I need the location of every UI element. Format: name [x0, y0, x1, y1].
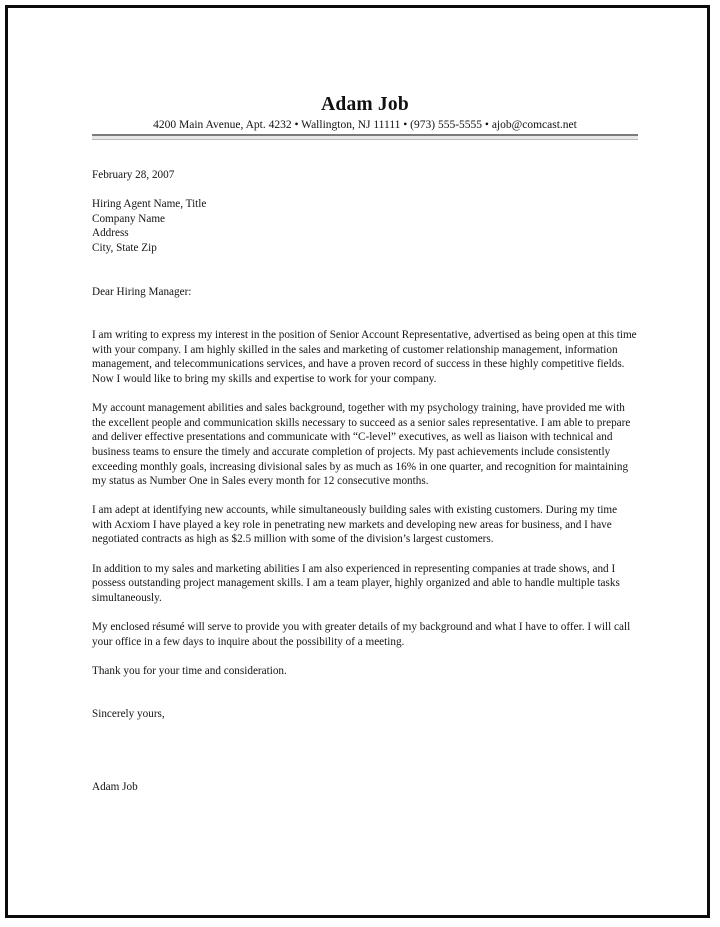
recipient-line: Address [92, 227, 129, 240]
recipient-address-block [92, 197, 638, 255]
letterhead-divider-rule [92, 134, 638, 140]
recipient-line: Company Name [92, 212, 166, 225]
letterhead-name: Adam Job [321, 94, 409, 115]
recipient-line: City, State Zip [92, 241, 157, 254]
letter-paragraph: Thank you for your time and consideration. [92, 664, 287, 677]
salutation: Dear Hiring Manager: [92, 285, 192, 298]
closing-line: Sincerely yours, [92, 708, 165, 721]
letter-paragraph: I am adept at identifying new accounts, while simultaneously building sales with existing customers. During my time with Acxiom I have played a key role in penetrating new markets and developing new areas for business, and I have negotiated contracts as high as $2.5 million with some of the division’s largest customers. [92, 504, 618, 546]
signature-name: Adam Job [92, 781, 138, 793]
letter-paragraph: I am writing to express my interest in the position of Senior Account Representative, advertised as being open at this time with your company. I am highly skilled in the sales and marketing of customer relationship management, information management, and telecommunications services, and have a proven record of success in these highly competitive fields. Now I would like to bring my skills and expertise to work for your company. [92, 329, 637, 385]
letterhead [92, 8, 638, 140]
page-border-frame [5, 5, 710, 918]
letter-paragraph: My account management abilities and sales background, together with my psychology training, have provided me with the excellent people and communication skills necessary to succeed as a senior sales representative. I am able to prepare and deliver effective presentations and communicate with “C-level” executives, as well as liaison with technical and business teams to ensure the timely and accurate completion of projects. My past achievements include consistently exceeding monthly goals, increasing divisional sales by as much as 16% in one quarter, and recognition for maintaining my status as Number One in Sales every month for 12 consecutive months. [92, 402, 631, 488]
letter-paragraph: In addition to my sales and marketing abilities I am also experienced in representing companies at trade shows, and I possess outstanding project management skills. I am a team player, highly organized and able to handle multiple tasks simultaneously. [92, 562, 620, 604]
letter-body [92, 8, 638, 795]
letter-date: February 28, 2007 [92, 169, 175, 181]
letterhead-contact-line: 4200 Main Avenue, Apt. 4232 • Wallington, NJ 11111 • (973) 555-5555 • ajob@comcast.net [153, 119, 577, 131]
recipient-line: Hiring Agent Name, Title [92, 198, 207, 211]
letter-paragraph: My enclosed résumé will serve to provide you with greater details of my background and what I have to offer. I will call your office in a few days to inquire about the possibility of a meeting. [92, 621, 631, 648]
